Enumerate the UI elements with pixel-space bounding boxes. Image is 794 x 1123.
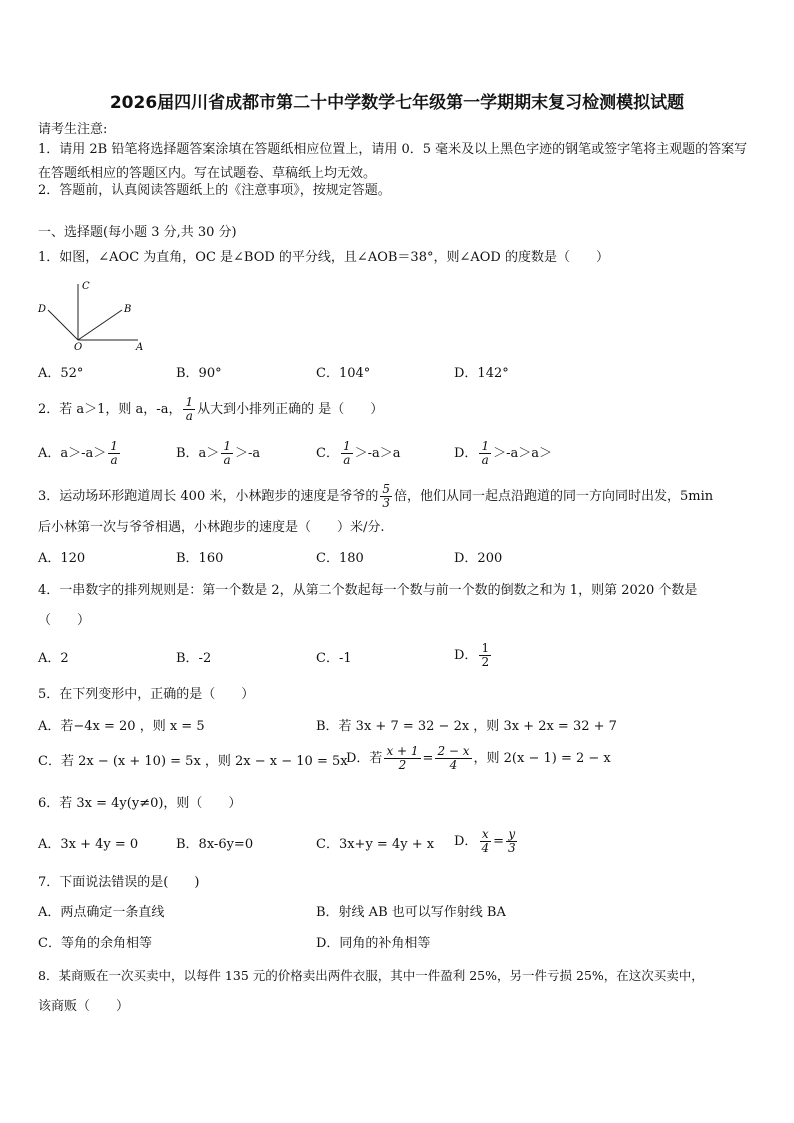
fraction-numerator: 1: [185, 395, 194, 409]
q6-option-b: B．8x-6y=0: [176, 837, 254, 852]
q4-option-d: [454, 642, 493, 669]
ray-od: [48, 310, 78, 340]
q4-option-a: A．2: [38, 651, 69, 666]
fraction-numerator: 1: [481, 439, 490, 453]
q4-option-c: C．-1: [316, 651, 352, 666]
fraction-numerator: 2 − x: [437, 744, 470, 758]
fraction-denominator: a: [223, 453, 231, 467]
q3-option-d: D．200: [454, 551, 503, 566]
notice-item-2: 2．答题前，认真阅读答题纸上的《注意事项》，按规定答题。: [38, 183, 391, 198]
q7-option-c: C．等角的余角相等: [38, 936, 152, 951]
q2-option-b-pre: B．a＞: [176, 446, 220, 461]
q3-stem: [38, 483, 713, 510]
q2-stem-post: 从大到小排列正确的 是（ ）: [197, 402, 384, 417]
q2-option-a-text: A．a＞-a＞: [38, 446, 107, 461]
q6-option-d-label: D．: [454, 834, 478, 849]
fraction-denominator: 2: [398, 758, 407, 772]
q1-option-b: B．90°: [176, 366, 222, 381]
fraction-denominator: 3: [507, 841, 516, 855]
q6-option-d-equals: =: [493, 834, 504, 849]
q7-option-b: B．射线 AB 也可以写作射线 BA: [316, 905, 506, 920]
q2-option-d: [454, 440, 552, 467]
fraction-denominator: a: [110, 453, 118, 467]
q3-stem-post: 倍，他们从同一起点沿跑道的同一方向同时出发，5min: [394, 489, 714, 504]
q5-option-d-fraction-2: [435, 745, 471, 772]
fraction-numerator: 1: [342, 439, 351, 453]
q2-stem: [38, 396, 383, 423]
q2-option-b-fraction: [221, 440, 233, 467]
q4-option-d-fraction: [479, 642, 491, 669]
q2-fraction: [183, 396, 195, 423]
q3-stem-line2: 后小林第一次与爷爷相遇，小林跑步的速度是（ ）米/分.: [38, 520, 385, 535]
q5-option-d-fraction-1: [384, 745, 420, 772]
section-heading: 一、选择题(每小题 3 分,共 30 分): [38, 225, 237, 240]
fraction-numerator: y: [508, 827, 516, 841]
fraction-numerator: x + 1: [386, 744, 419, 758]
q2-option-d-pre: D．: [454, 446, 478, 461]
q1-option-a: A．52°: [38, 366, 84, 381]
q2-stem-pre: 2．若 a＞1，则 a，-a，: [38, 402, 182, 417]
q6-option-a: A．3x + 4y = 0: [38, 837, 139, 852]
q7-option-a: A．两点确定一条直线: [38, 905, 165, 920]
q4-paren: （ ）: [38, 613, 91, 628]
q5-option-d-pre: D．若: [346, 751, 383, 766]
fraction-numerator: 1: [223, 439, 231, 453]
q5-option-d: [346, 745, 611, 772]
q5-option-d-equals: =: [422, 751, 434, 766]
fraction-denominator: 3: [382, 496, 390, 510]
q8-stem-line2: 该商贩（ ）: [38, 999, 130, 1014]
q2-option-b-post: ＞-a: [234, 446, 261, 461]
label-c: C: [82, 281, 90, 292]
fraction-numerator: 1: [110, 439, 118, 453]
fraction-denominator: a: [343, 453, 351, 467]
q1-option-d: D．142°: [454, 366, 509, 381]
page-title: 2026届四川省成都市第二十中学数学七年级第一学期期末复习检测模拟试题: [109, 93, 685, 113]
q2-option-a: [38, 440, 122, 467]
fraction-denominator: a: [185, 409, 193, 423]
q5-option-a: A．若−4x = 20 ，则 x = 5: [38, 719, 205, 734]
q1-angle-figure: [34, 278, 154, 350]
fraction-denominator: 4: [449, 758, 458, 772]
q8-stem: 8．某商贩在一次买卖中，以每件 135 元的价格卖出两件衣服，其中一件盈利 25%，另一件亏损 25%，在这次买卖中，: [38, 968, 704, 983]
notice-heading: 请考生注意:: [38, 122, 108, 137]
q3-fraction: [380, 483, 392, 510]
q2-option-c-pre: C．: [316, 446, 339, 461]
q3-option-c: C．180: [316, 551, 364, 566]
q4-stem: 4．一串数字的排列规则是：第一个数是 2，从第二个数起每一个数与前一个数的倒数之和为 1，则第 2020 个数是: [38, 583, 698, 598]
q1-stem: 1．如图，∠AOC 为直角，OC 是∠BOD 的平分线，且∠AOB＝38°，则∠AOD 的度数是（ ）: [38, 250, 609, 265]
q4-option-b: B．-2: [176, 651, 212, 666]
q2-option-b: [176, 440, 260, 467]
fraction-denominator: a: [481, 453, 489, 467]
label-a: A: [136, 342, 144, 350]
q1-option-c: C．104°: [316, 366, 371, 381]
fraction-numerator: 5: [382, 482, 390, 496]
q2-option-a-fraction: [108, 440, 120, 467]
q5-stem: 5．在下列变形中，正确的是（ ）: [38, 687, 255, 702]
fraction-numerator: x: [481, 827, 489, 841]
q6-option-d: [454, 828, 520, 855]
fraction-denominator: 4: [481, 841, 490, 855]
q5-option-d-post: ，则 2(x − 1) = 2 − x: [473, 751, 611, 766]
label-d: D: [38, 304, 47, 315]
q2-option-d-post: ＞-a＞a＞: [493, 446, 552, 461]
q2-option-c: [316, 440, 401, 467]
q2-option-c-fraction: [341, 440, 353, 467]
fraction-denominator: 2: [481, 655, 490, 669]
q5-option-b: B．若 3x + 7 = 32 − 2x ，则 3x + 2x = 32 + 7: [316, 719, 617, 734]
q6-option-d-fraction-2: [506, 828, 518, 855]
q6-option-c: C．3x+y = 4y + x: [316, 837, 435, 852]
label-o: O: [74, 342, 83, 350]
q5-option-c: C．若 2x − (x + 10) = 5x ，则 2x − x − 10 = 5x: [38, 754, 348, 769]
q7-stem: 7．下面说法错误的是( ): [38, 875, 200, 890]
q3-option-a: A．120: [38, 551, 86, 566]
q4-option-d-label: D．: [454, 648, 478, 663]
q2-option-c-post: ＞-a＞a: [354, 446, 401, 461]
q6-stem: 6．若 3x = 4y(y≠0)，则（ ）: [38, 796, 242, 811]
ray-ob: [78, 310, 122, 340]
notice-item-1: 1．请用 2B 铅笔将选择题答案涂填在答题纸相应位置上，请用 0．5 毫米及以上黑色字迹的钢笔或签字笔将主观题的答案写在答题纸相应的答题区内。写在试题卷、草稿纸上均无效。: [38, 142, 748, 181]
q7-option-d: D．同角的补角相等: [316, 936, 431, 951]
q3-stem-pre: 3．运动场环形跑道周长 400 米，小林跑步的速度是爷爷的: [38, 489, 379, 504]
q2-option-d-fraction: [479, 440, 491, 467]
fraction-numerator: 1: [481, 641, 490, 655]
q6-option-d-fraction-1: [479, 828, 491, 855]
q3-option-b: B．160: [176, 551, 224, 566]
label-b: B: [124, 304, 132, 315]
